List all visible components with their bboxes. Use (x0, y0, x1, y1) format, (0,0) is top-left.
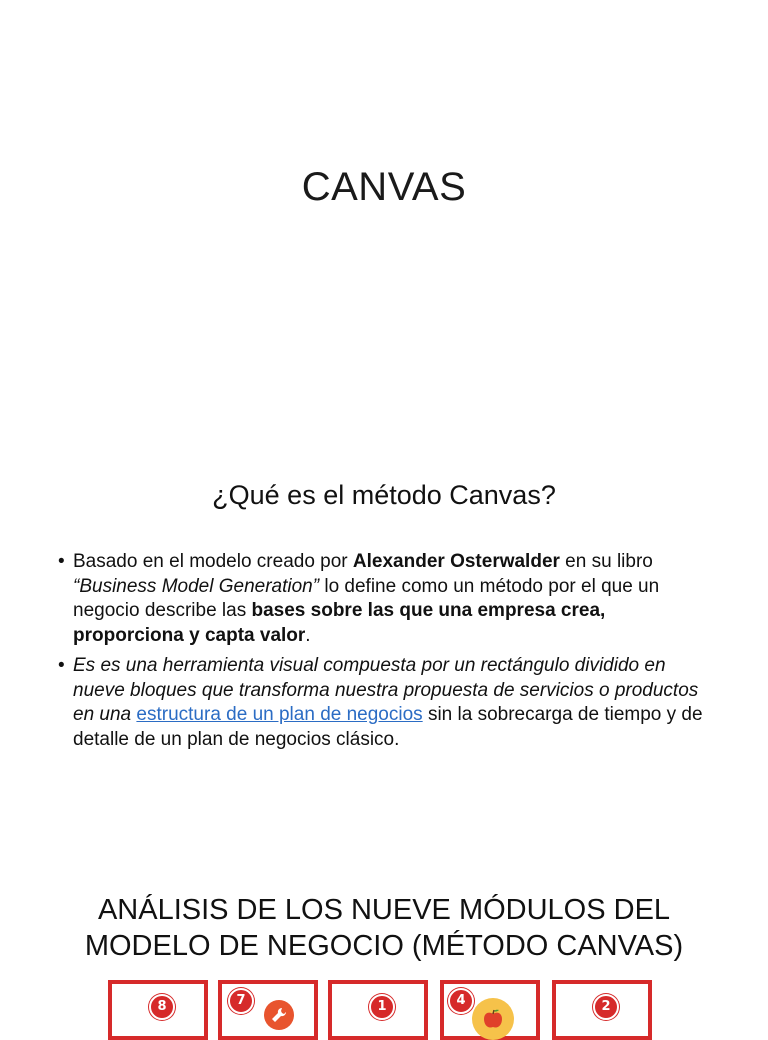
heading-line-1: ANÁLISIS DE LOS NUEVE MÓDULOS DEL (97, 894, 671, 926)
author-name: Alexander Osterwalder (352, 551, 560, 572)
book-title: “Business Model Generation” (73, 575, 320, 597)
bullet-list (58, 550, 718, 758)
bullet-item (58, 654, 718, 752)
bold-phrase: bases sobre las que una empresa crea, proporciona y capta valor (73, 600, 606, 646)
wrench-icon (264, 1000, 294, 1030)
module-number-badge: 8 (149, 994, 175, 1020)
italic-text: Es es una herramienta visual compuesta por un rectángulo dividido en nueve bloques que transforma nuestra propuesta de servicios o productos en una (73, 655, 699, 725)
module-number-badge: 2 (593, 994, 619, 1020)
business-plan-link[interactable]: estructura de un plan de negocios (136, 704, 423, 725)
bullet-text: . (305, 624, 311, 646)
heading-line-2: MODELO DE NEGOCIO (MÉTODO CANVAS) (84, 930, 684, 962)
canvas-module (218, 980, 318, 1040)
canvas-module-strip (108, 980, 660, 1024)
canvas-module (328, 980, 428, 1040)
module-number-badge: 1 (369, 994, 395, 1020)
slide-nine-modules (0, 880, 768, 1024)
bullet-text: Basado en el modelo creado por (73, 551, 353, 572)
slide-heading: ¿Qué es el método Canvas? (212, 480, 556, 510)
module-number-badge: 7 (228, 988, 254, 1014)
bullet-text: lo define como un método por el que un negocio describe las (73, 575, 660, 621)
slide-heading (0, 892, 768, 964)
bullet-marker: • (58, 551, 65, 572)
module-number-badge: 4 (448, 988, 474, 1014)
canvas-module (552, 980, 652, 1040)
canvas-module (108, 980, 208, 1040)
bullet-text: en su libro (559, 551, 653, 572)
bullet-marker: • (58, 655, 65, 676)
bullet-item (58, 550, 718, 648)
slide-what-is-canvas (0, 470, 768, 800)
slide-canvas-title (0, 0, 768, 420)
bullet-text: sin la sobrecarga de tiempo y de detalle de un plan de negocios clásico. (73, 704, 703, 750)
slide-title: CANVAS (301, 165, 467, 209)
apple-icon (472, 998, 514, 1040)
canvas-module (440, 980, 540, 1040)
